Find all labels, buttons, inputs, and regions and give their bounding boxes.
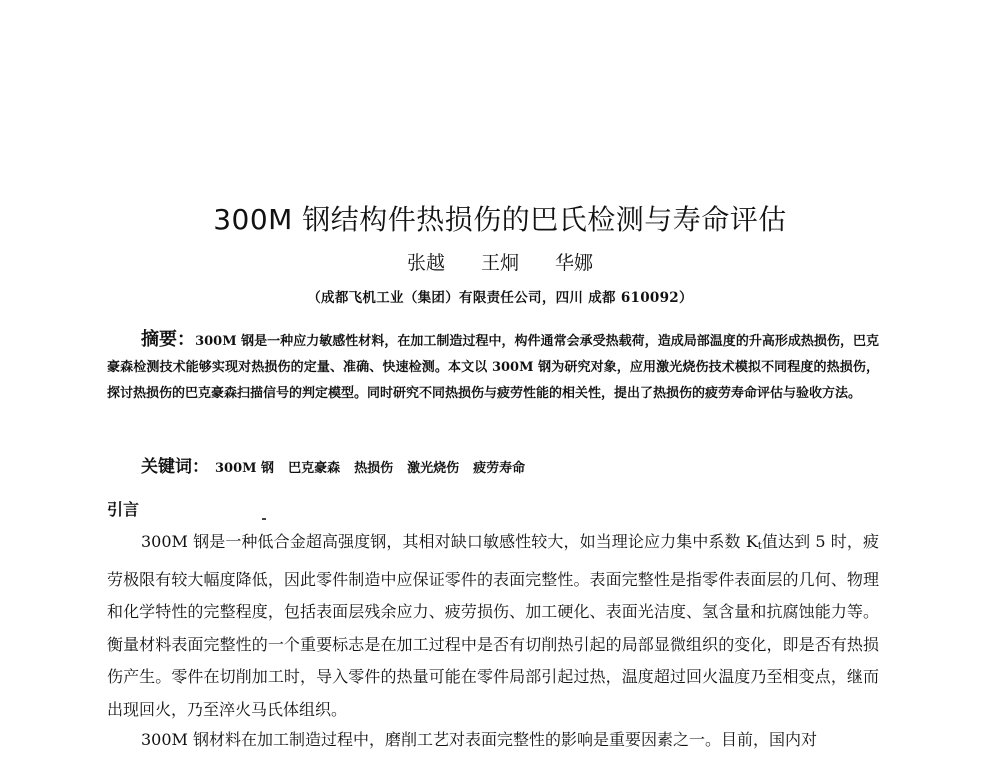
- author-affiliation: （成都飞机工业（集团）有限责任公司，四川 成都 610092）: [307, 290, 693, 306]
- subscript-t: t: [757, 541, 762, 552]
- abstract-label: 摘要：: [141, 329, 196, 350]
- keyword-item: 巴克豪森: [288, 461, 341, 476]
- keywords-label: 关键词：: [141, 457, 209, 477]
- keywords-line: [141, 452, 881, 477]
- abstract-paragraph: [107, 327, 879, 407]
- keyword-item: 疲劳寿命: [473, 461, 526, 476]
- scan-speck: [262, 518, 266, 520]
- author-name: 王炯: [480, 252, 519, 274]
- keyword-item: 激光烧伤: [407, 461, 460, 476]
- keyword-item: 热损伤: [354, 461, 394, 476]
- author-name: 张越: [406, 252, 445, 274]
- author-name: 华娜: [555, 252, 594, 274]
- keyword-item: 300M 钢: [215, 461, 275, 476]
- abstract-text: 300M 钢是一种应力敏感性材料，在加工制造过程中，构件通常会承受热载荷，造成局部温度的升高形成热损伤，巴克豪森检测技术能够实现对热损伤的定量、准确、快速检测。本文以 300M 钢为研究对象，应用激光烧伤技术模拟不同程度的热损伤，探讨热损伤的巴克豪森扫描信号的判定模型。同时研究不同热损伤与疲劳性能的相关性，提出了热损伤的疲劳寿命评估与验收方法。: [107, 334, 879, 401]
- paragraph-text: 300M 钢是一种低合金超高强度钢，其相对缺口敏感性较大，如当理论应力集中系数 K: [141, 532, 758, 551]
- body-paragraph: 300M 钢材料在加工制造过程中，磨削工艺对表面完整性的影响是重要因素之一。目前，国内对: [141, 730, 818, 749]
- paper-title: 300M 钢结构件热损伤的巴氏检测与寿命评估: [213, 203, 787, 236]
- section-heading-introduction: 引言: [107, 500, 140, 519]
- author-list: [0, 248, 1000, 275]
- paragraph-text: 值达到 5 时，疲劳极限有较大幅度降低，因此零件制造中应保证零件的表面完整性。表面完整性是指零件表面层的几何、物理和化学特性的完整程度，包括表面层残余应力、疲劳损伤、加工硬化、表面光洁度、氢含量和抗腐蚀能力等。衡量材料表面完整性的一个重要标志是在加工过程中是否有切削热引起的局部显微组织的变化，即是否有热损伤产生。零件在切削加工时，导入零件的热量可能在零件局部引起过热，温度超过回火温度乃至相变点，继而出现回火，乃至淬火马氏体组织。: [107, 532, 879, 719]
- body-paragraph: [107, 526, 879, 727]
